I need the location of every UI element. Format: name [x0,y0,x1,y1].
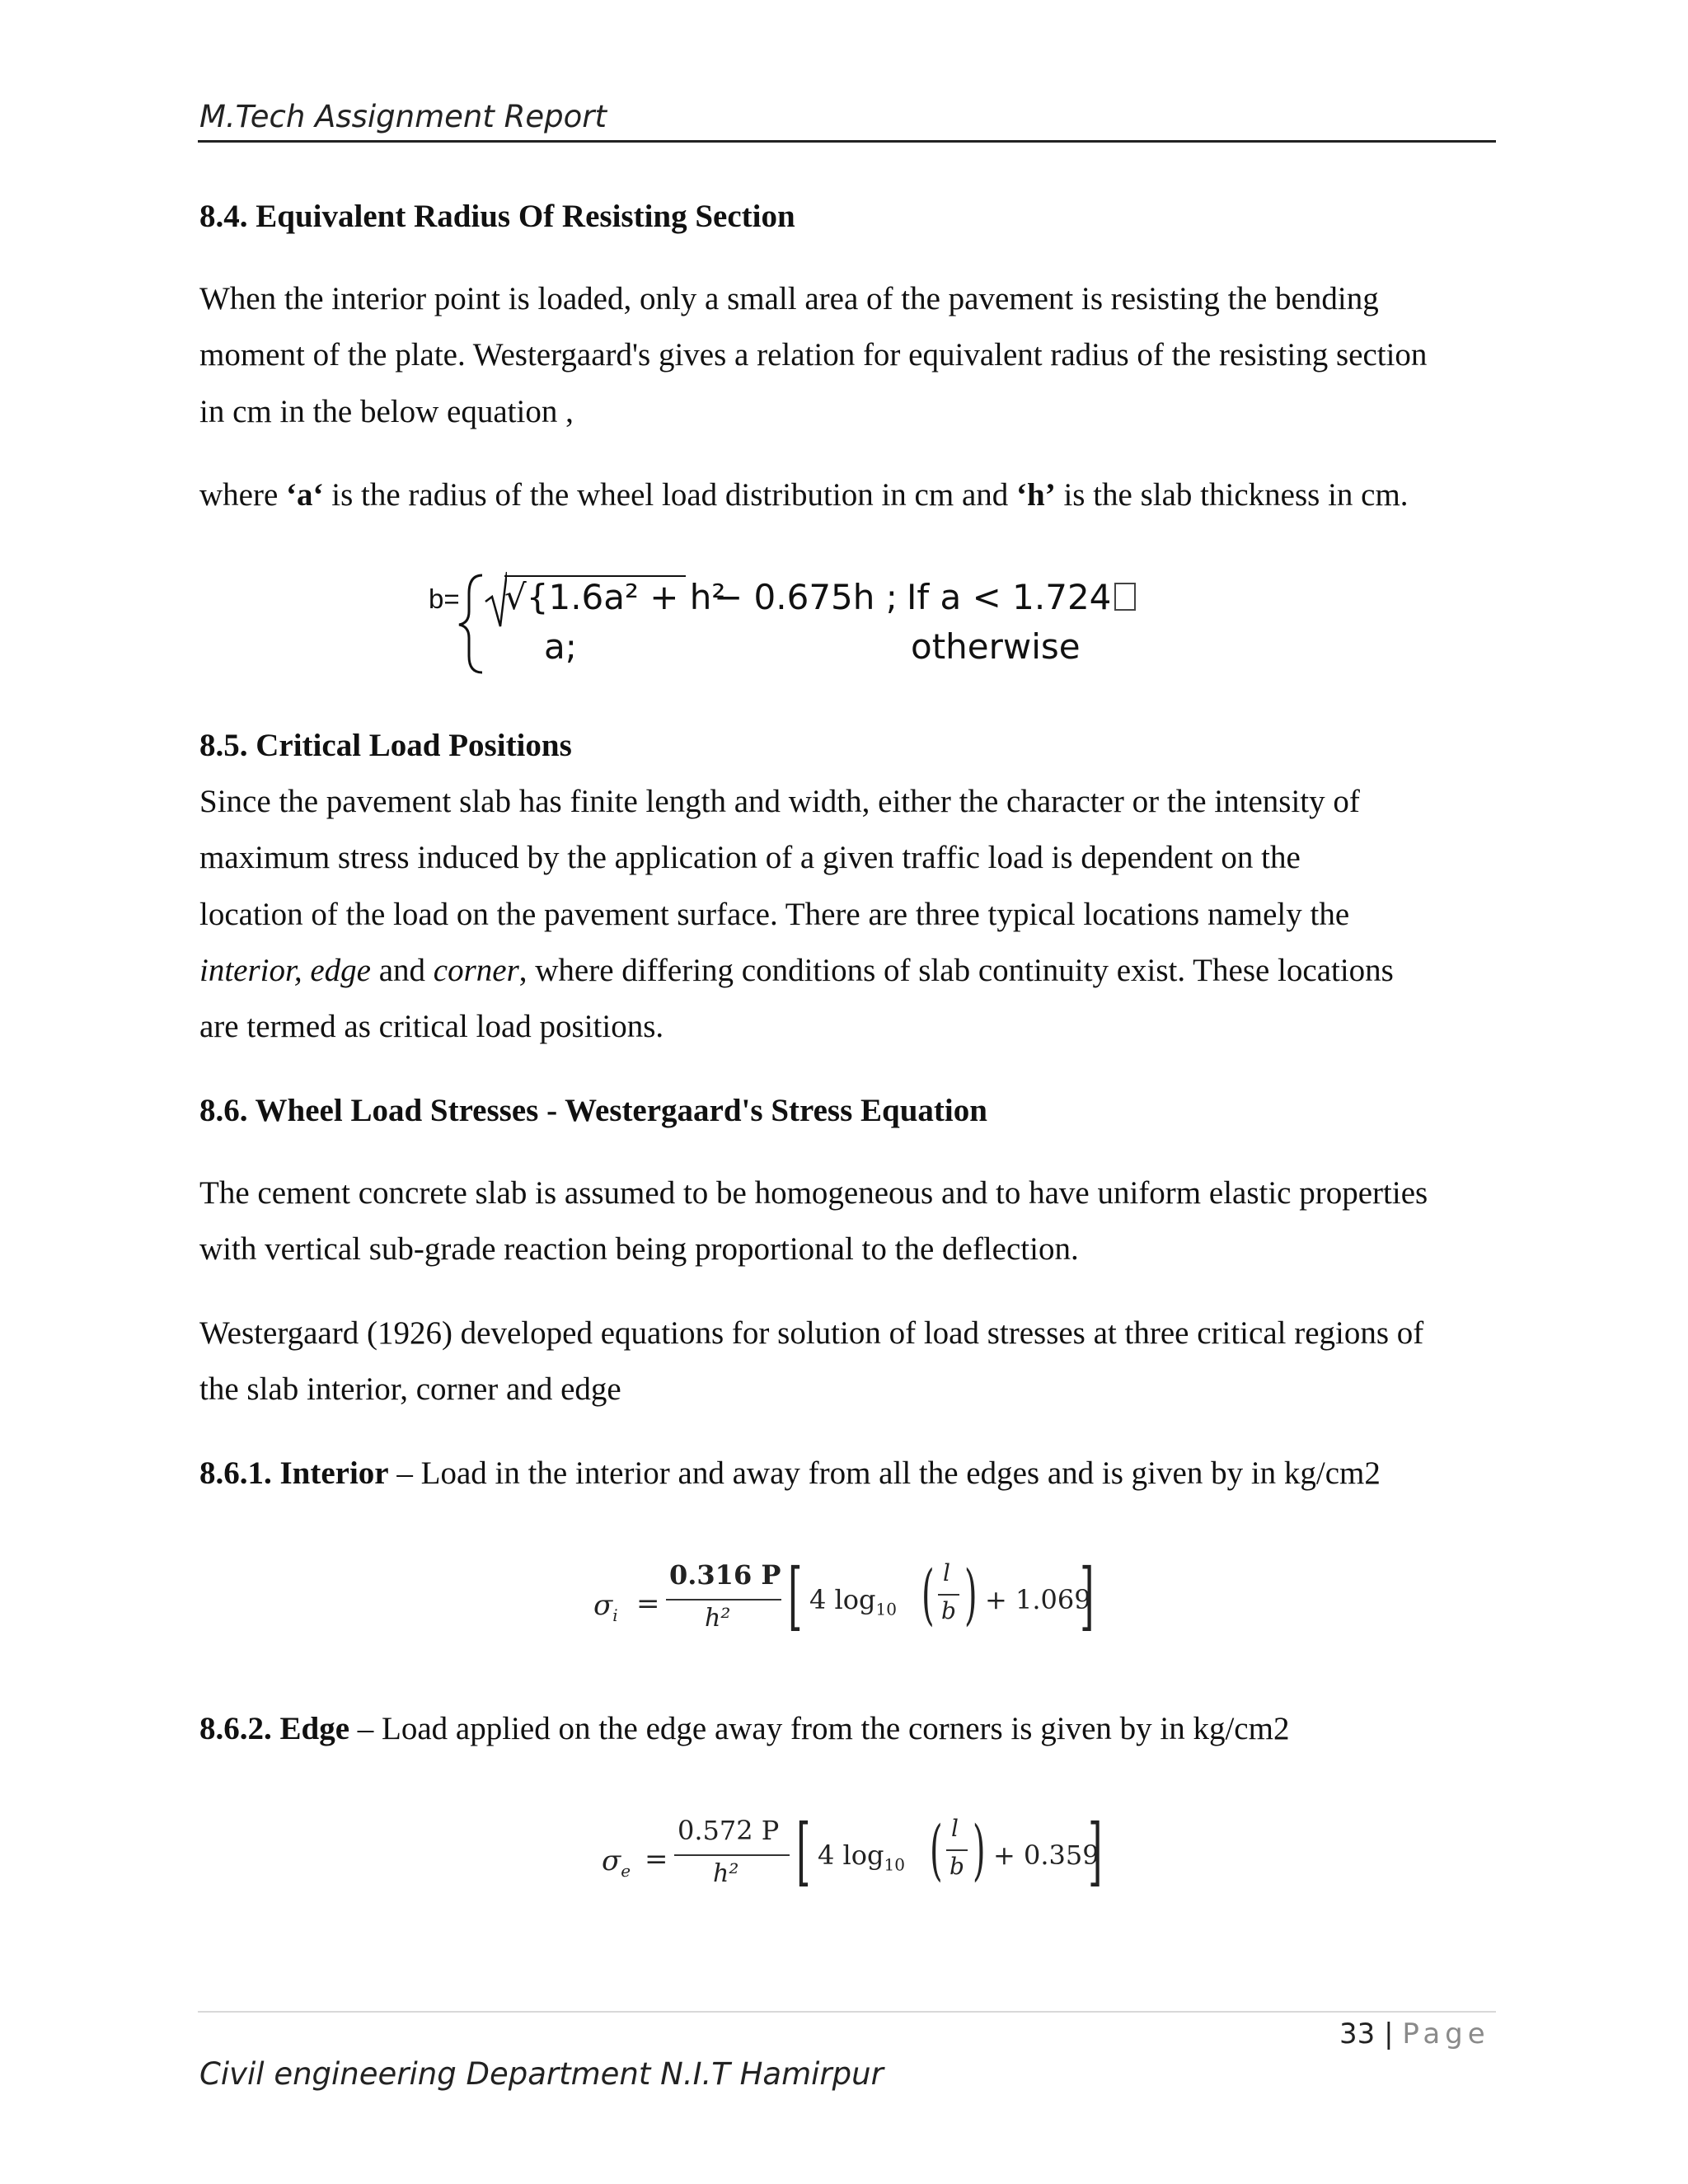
paragraph-line: maximum stress induced by the application of a given traffic load is dependent on the [199,840,1301,875]
eq-b: b [950,1853,964,1880]
formula-case1-condition: If a < 1.724 [907,577,1136,617]
paragraph-line: interior, edge and corner, where differing conditions of slab continuity exist. These locations [199,953,1394,988]
paragraph-line: with vertical sub-grade reaction being proportional to the deflection. [199,1231,1079,1267]
left-paren: ( [921,1556,935,1633]
paragraph-line: When the interior point is loaded, only a small area of the pavement is resisting the bending [199,281,1379,316]
left-paren: ( [930,1811,943,1888]
left-bracket: [ [796,1808,811,1895]
right-paren: ) [973,1811,986,1888]
fraction-bar [946,1849,968,1851]
right-paren: ) [964,1556,978,1633]
running-header: M.Tech Assignment Report [199,99,607,134]
eq-l: l [951,1815,959,1842]
eq-l: l [943,1559,950,1586]
section-heading-8-5: 8.5. Critical Load Positions [199,728,572,763]
paragraph-line: in cm in the below equation , [199,394,574,429]
fraction-bar [666,1599,781,1601]
eq-log: 4 $\log_{10}$ [818,1840,905,1875]
eq-numerator: 0.572 P [678,1815,780,1846]
eq-log: 4 $\log_{10}$ [809,1584,897,1619]
formula-case1-expr: √{1.6a² + h² [504,577,726,617]
footer-rule [198,2011,1496,2013]
right-bracket: ] [1088,1808,1103,1895]
eq-constant: + 1.069 [985,1584,1091,1615]
eq-equals: = [645,1843,668,1876]
fraction-bar [938,1594,959,1596]
eq-constant: + 0.359 [993,1840,1100,1871]
eq-equals: = [636,1587,660,1620]
paragraph-line-where: where ‘a‘ is the radius of the wheel load distribution in cm and ‘h’ is the slab thickness in cm. [199,477,1409,513]
eq-denominator: h² [705,1604,731,1633]
paragraph-line: moment of the plate. Westergaard's gives a relation for equivalent radius of the resisting section [199,337,1428,373]
missing-glyph-box [1114,583,1136,611]
formula-case1-rest: − 0.675h ; [714,577,898,617]
header-rule [198,140,1496,143]
edge-stress-equation [602,1808,1103,1912]
page-number: 33 | Page [1339,2018,1490,2050]
eq-b: b [941,1597,956,1624]
formula-case2-expr: a; [544,626,577,667]
section-heading-8-4: 8.4. Equivalent Radius Of Resisting Section [199,199,795,234]
paragraph-line: the slab interior, corner and edge [199,1371,621,1407]
interior-stress-equation [593,1553,1095,1657]
subsection-edge: 8.6.2. Edge – Load applied on the edge away from the corners is given by in kg/cm2 [199,1711,1290,1746]
fraction-bar [674,1854,790,1856]
radical-bar [504,575,686,577]
left-bracket: [ [788,1553,803,1639]
section-heading-8-6: 8.6. Wheel Load Stresses - Westergaard's Stress Equation [199,1093,987,1128]
formula-case2-condition: otherwise [911,626,1081,667]
eq-lhs: $\sigma_e$ [602,1844,631,1881]
subsection-interior: 8.6.1. Interior – Load in the interior and away from all the edges and is given by in kg/cm2 [199,1455,1381,1491]
paragraph-line: location of the load on the pavement surface. There are three typical locations namely the [199,897,1350,932]
eq-lhs: $\sigma_i$ [593,1589,618,1625]
paragraph-line: The cement concrete slab is assumed to be homogeneous and to have uniform elastic properties [199,1175,1428,1211]
left-brace [457,569,507,676]
formula-lhs: b= [429,583,460,614]
eq-numerator: 0.316 P [669,1559,781,1591]
eq-denominator: h² [713,1859,739,1888]
footer-department: Civil engineering Department N.I.T Hamirpur [199,2056,884,2092]
right-bracket: ] [1080,1553,1095,1639]
paragraph-line: Westergaard (1926) developed equations for solution of load stresses at three critical regions of [199,1315,1424,1351]
paragraph-line: are termed as critical load positions. [199,1009,664,1044]
paragraph-line: Since the pavement slab has finite length and width, either the character or the intensity of [199,784,1360,819]
